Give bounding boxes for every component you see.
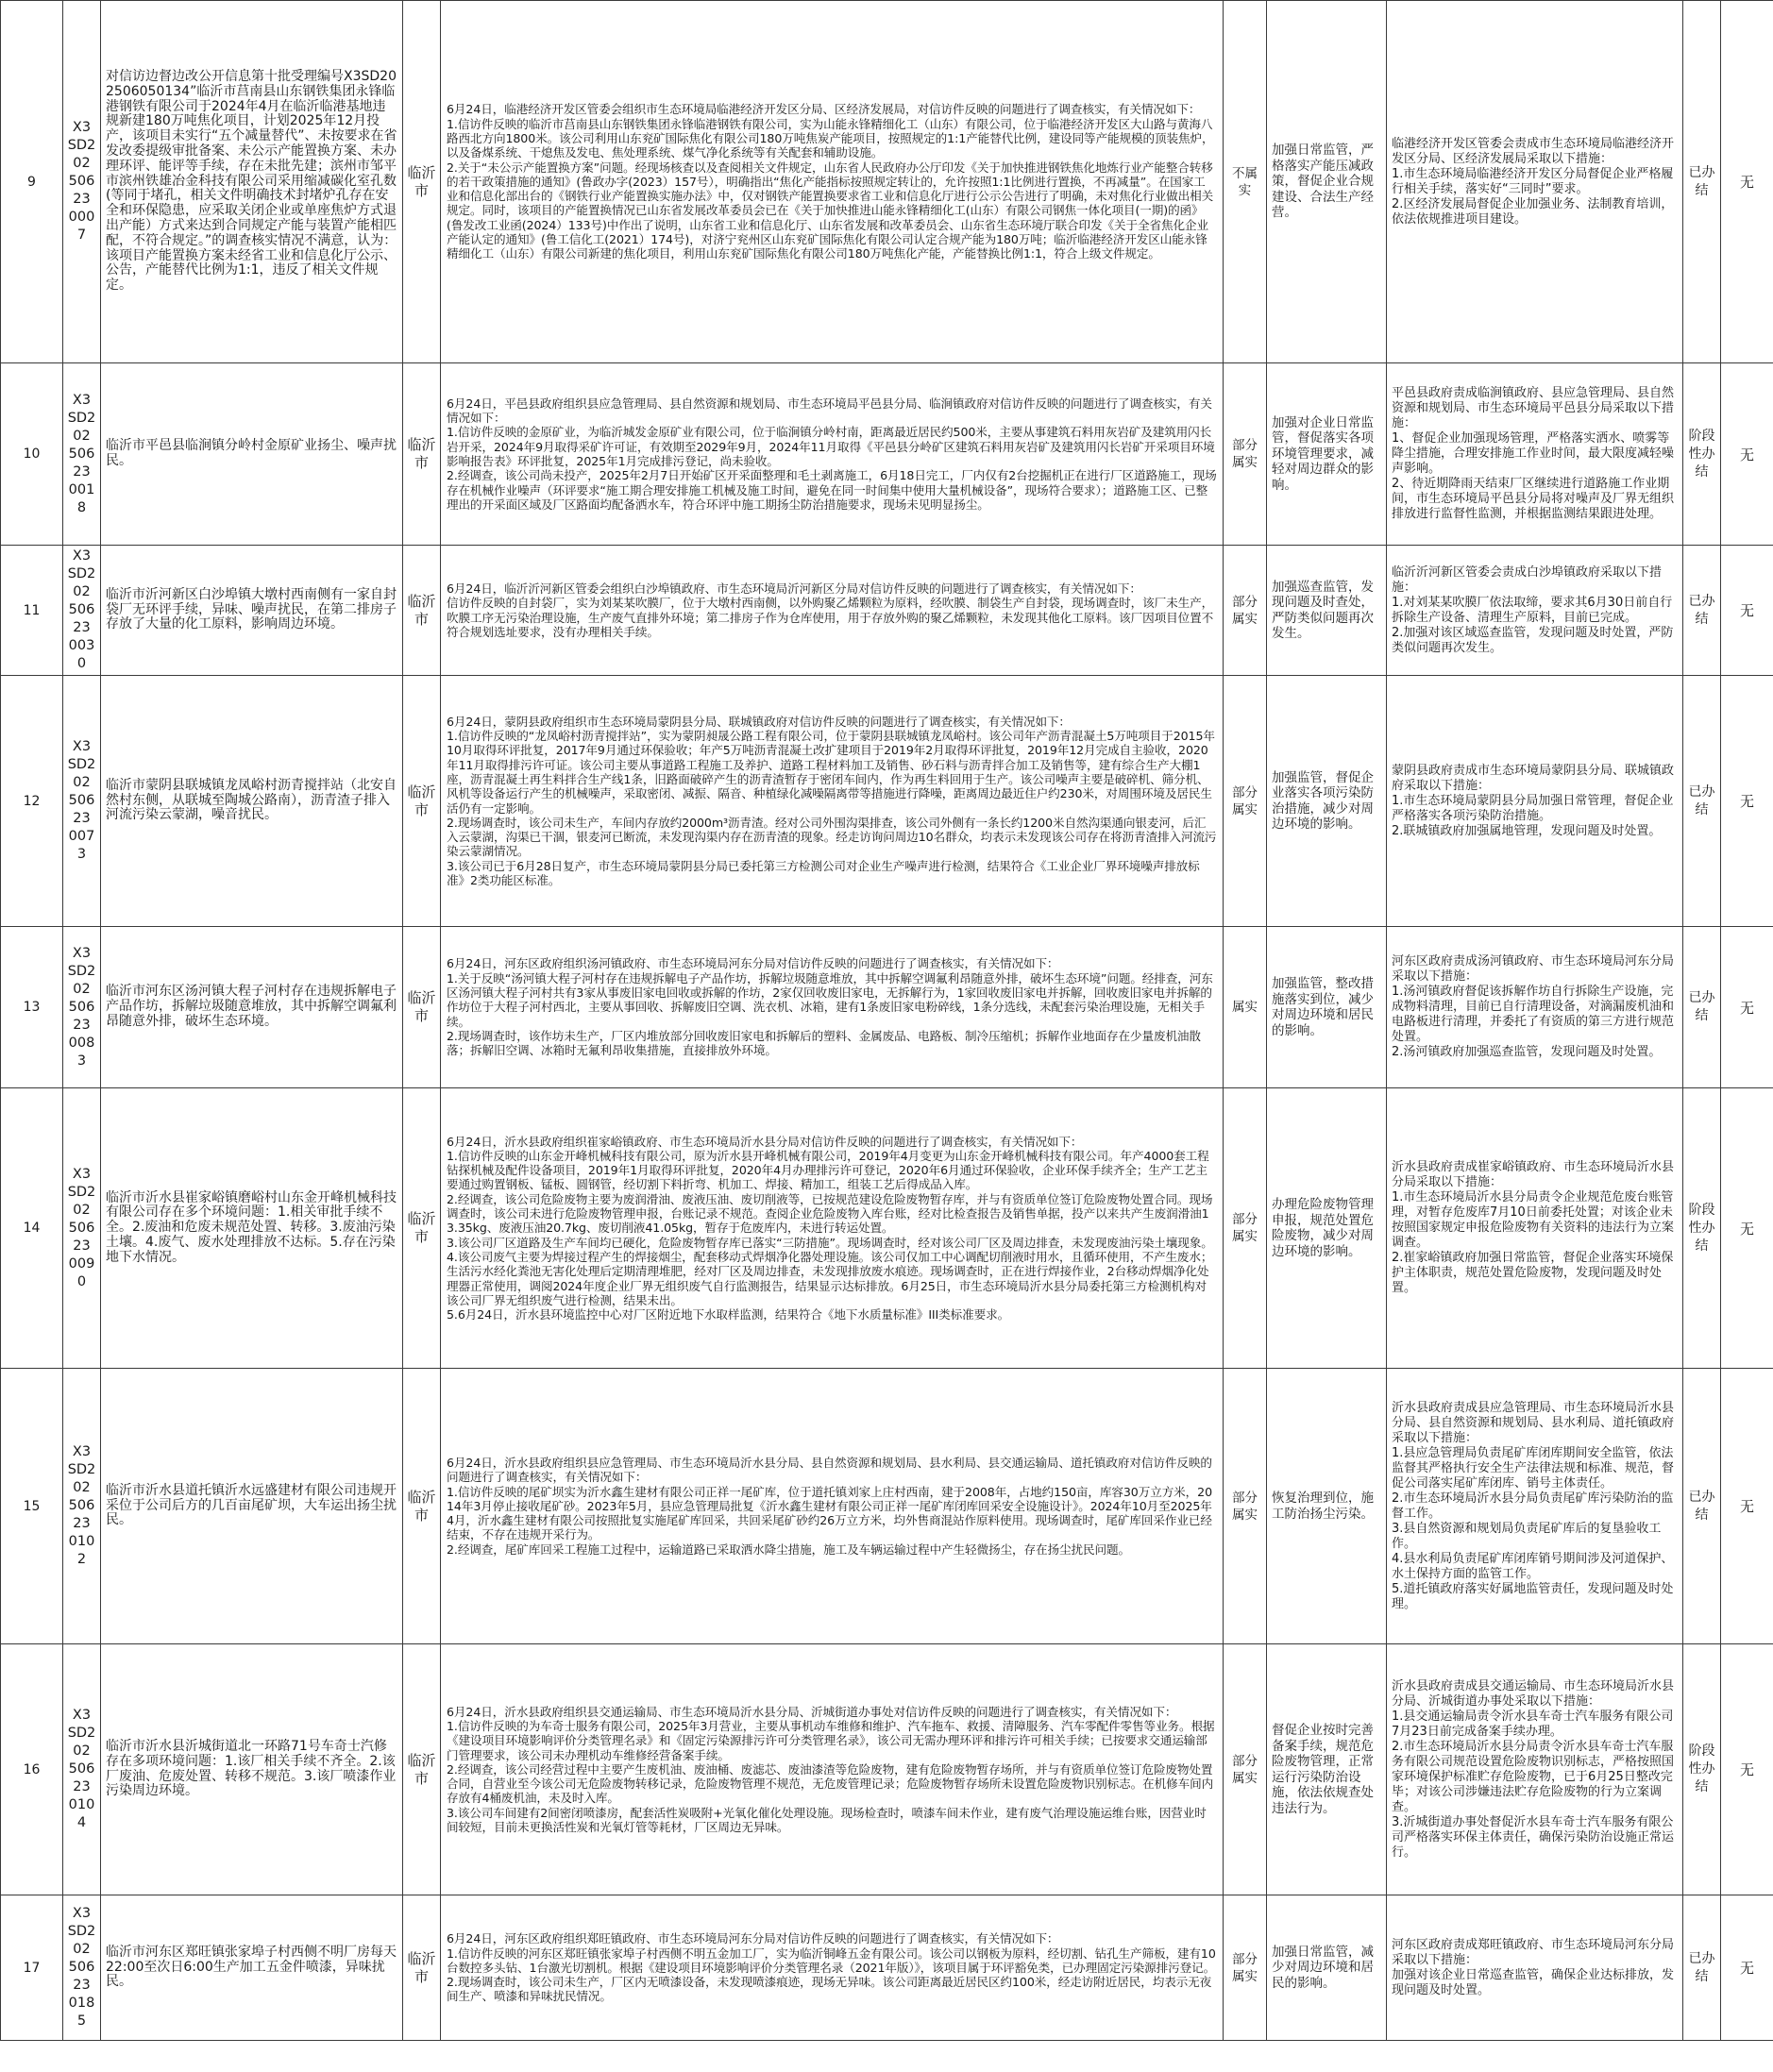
- verification-status-cell: 部分 属实: [1224, 676, 1267, 927]
- accountability-cell: 无: [1721, 363, 1773, 546]
- accountability-cell: 无: [1721, 1369, 1773, 1644]
- row-number-cell: 13: [1, 927, 63, 1088]
- row-number-cell: 15: [1, 1369, 63, 1644]
- table-row: [1, 1644, 1773, 1895]
- table-row: [1, 1895, 1773, 2041]
- rectification-goal-cell: 办理危险废物管理申报，规范处置危险废物，减少对周边环境的影响。: [1267, 1088, 1387, 1369]
- administrative-area-cell: 临沂 市: [403, 1369, 441, 1644]
- verification-status-cell: 部分 属实: [1224, 546, 1267, 676]
- investigation-result-cell: 6月24日，临沂沂河新区管委会组织白沙埠镇政府、市生态环境局沂河新区分局对信访件反映的问题进行了调查核实，有关情况如下： 信访件反映的自封袋厂，实为刘某某吹膜厂，位于大墩村西南侧，以外购聚乙烯颗粒为原料，经吹膜、制袋生产自封袋，现场调查时，该厂未生产，吹膜工序无污染治理设施，生产废气直排外环境；第二排房子作为仓库使用，用于存放外购的聚乙烯颗粒，未发现其他化工原料。该厂因项目位置不符合规划选址要求，没有办理相关手续。: [441, 546, 1224, 676]
- complaint-content-cell: 临沂市沂水县沂城街道北一环路71号车奇士汽修存在多项环境问题：1.该厂相关手续不齐全。2.该厂废油、危废处置、转移不规范。3.该厂喷漆作业污染周边环境。: [101, 1644, 403, 1895]
- accountability-cell: 无: [1721, 1895, 1773, 2041]
- administrative-area-cell: 临沂 市: [403, 1644, 441, 1895]
- completion-status-cell: 已办 结: [1683, 676, 1721, 927]
- completion-status-cell: 阶段 性办 结: [1683, 1088, 1721, 1369]
- investigation-result-cell: 6月24日，蒙阴县政府组织市生态环境局蒙阴县分局、联城镇政府对信访件反映的问题进行了调查核实，有关情况如下： 1.信访件反映的“龙凤峪村沥青搅拌站”，实为蒙阴昶晟公路工程有限公司，位于蒙阴县联城镇龙凤峪村。该公司年产沥青混凝土5万吨项目于2015年10月取得环评批复，2017年9月通过环保验收；年产5万吨沥青混凝土改扩建项目于2019年2月取得环评批复，2019年12月完成自主验收，2020年11月取得排污许可证。该公司主要从事道路工程施工及养护、道路工程材料加工及销售、砂石料与沥青拌合加工及销售等，建有综合生产大棚1座，沥青混凝土再生料拌合生产线1条，旧路面破碎产生的沥青渣暂存于密闭车间内，作为再生料回用于生产。该公司噪声主要是破碎机、筛分机、风机等设备运行产生的机械噪声，采取密闭、减振、隔音、种植绿化减噪隔离带等措施进行降噪，距离周边最近住户约230米，对周围环境及居民生活仍有一定影响。 2.现场调查时，该公司未生产，车间内存放约2000m³沥青渣。经对公司外围沟渠排查，该公司外侧有一条长约1200米自然沟渠通向银麦河，后汇入云蒙湖，沟渠已干涸，银麦河已断流，未发现沟渠内存在沥青渣的现象。经走访询问周边10名群众，均表示未发现该公司存在将沥青渣排入河流污染云蒙湖情况。 3.该公司已于6月28日复产，市生态环境局蒙阴县分局已委托第三方检测公司对企业生产噪声进行检测，结果符合《工业企业厂界环境噪声排放标准》2类功能区标准。: [441, 676, 1224, 927]
- investigation-result-cell: 6月24日，沂水县政府组织崔家峪镇政府、市生态环境局沂水县分局对信访件反映的问题进行了调查核实，有关情况如下： 1.信访件反映的山东金开峰机械科技有限公司，原为沂水县开峰机械有限公司，2019年4月变更为山东金开峰机械科技有限公司。年产4000套工程钻探机械及配件设备项目，2019年1月取得环评批复，2020年4月办理排污许可登记，2020年6月通过环保验收，企业环保手续齐全；生产工艺主要通过购置钢板、锰板、圆钢管，经切割下料折弯、机加工、焊接、精加工，组装工艺后得成品入库。 2.经调查，该公司危险废物主要为废润滑油、废液压油、废切削液等，已按规范建设危险废物暂存库，并与有资质单位签订危险废物处置合同。现场调查时，该公司未进行危险废物管理申报，台账记录不规范。查阅企业危险废物入库台账，经对比检查报告及销售单据，投产以来共产生废润滑油13.35kg、废液压油20.7kg、废切削液41.05kg，暂存于危废库内，未进行转运处置。 3.该公司厂区道路及生产车间均已硬化，危险废物暂存库已落实“三防措施”。现场调查时，经对该公司厂区及周边排查，未发现废油污染土壤现象。 4.该公司废气主要为焊接过程产生的焊接烟尘，配套移动式焊烟净化器处理设施。该公司仅加工中心调配切削液时用水，且循环使用，不产生废水；生活污水经化粪池无害化处理后定期清理堆肥，经对厂区及周边排查，未发现排放废水痕迹。现场调查时，正在进行焊接作业，2台移动焊烟净化处理器正常使用，调阅2024年度企业厂界无组织废气自行监测报告，结果显示达标排放。6月25日，市生态环境局沂水县分局委托第三方检测机构对该公司厂界无组织废气进行检测，结果未出。 5.6月24日，沂水县环境监控中心对厂区附近地下水取样监测，结果符合《地下水质量标准》III类标准要求。: [441, 1088, 1224, 1369]
- complaint-content-cell: 临沂市蒙阴县联城镇龙凤峪村沥青搅拌站（北安自然村东侧，从联城至陶城公路南），沥青渣子排入河流污染云蒙湖，噪音扰民。: [101, 676, 403, 927]
- row-number-cell: 16: [1, 1644, 63, 1895]
- administrative-area-cell: 临沂 市: [403, 1895, 441, 2041]
- accountability-cell: 无: [1721, 1088, 1773, 1369]
- investigation-result-cell: 6月24日，沂水县政府组织县交通运输局、市生态环境局沂水县分局、沂城街道办事处对信访件反映的问题进行了调查核实，有关情况如下： 1.信访件反映的为车奇士服务有限公司，2025年3月营业，主要从事机动车维修和维护、汽车拖车、救援、清障服务、汽车零配件零售等业务。根据《建设项目环境影响评价分类管理名录》和《固定污染源排污许可分类管理名录》，该公司无需办理环评和排污许可相关手续；已按要求交通运输部门管理要求，该公司未办理机动车维修经营备案手续。 2.经调查，该公司经营过程中主要产生废机油、废油桶、废滤芯、废油漆渣等危险废物，建有危险废物暂存场所，并与有资质单位签订危险废物处置合同，自营业至今该公司无危险废物转移记录，危险废物管理不规范，无危废管理记录；危险废物暂存场所未设置危险废物识别标志。在机修车间内存放有4桶废机油，未及时入库。 3.该公司车间建有2间密闭喷漆房，配套活性炭吸附+光氧化催化处理设施。现场检查时，喷漆车间未作业，建有废气治理设施运维台账，因营业时间较短，目前未更换活性炭和光氧灯管等耗材，厂区周边无异味。: [441, 1644, 1224, 1895]
- complaint-content-cell: 临沂市河东区郑旺镇张家埠子村西侧不明厂房每天22:00至次日6:00生产加工五金件喷漆，异味扰民。: [101, 1895, 403, 2041]
- investigation-result-cell: 6月24日，河东区政府组织汤河镇政府、市生态环境局河东分局对信访件反映的问题进行了调查核实，有关情况如下： 1.关于反映“汤河镇大程子河村存在违规拆解电子产品作坊，拆解垃圾随意堆放，其中拆解空调氟利昂随意外排，破坏生态环境”问题。经排查，河东区汤河镇大程子河村共有3家从事废旧家电回收或拆解的作坊，2家仅回收废旧家电，无拆解行为，1家回收废旧家电并拆解，回收废旧家电并拆解的作坊位于大程子河村西北，主要从事回收、拆解废旧空调、洗衣机、冰箱，建有1条废旧家电粉碎线，1条分选线，未配套污染治理设施，无相关手续。 2.现场调查时，该作坊未生产，厂区内堆放部分回收废旧家电和拆解后的塑料、金属废品、电路板、制冷压缩机；拆解作业地面存在少量废机油散落；拆解旧空调、冰箱时无氟利昂收集措施，直接排放外环境。: [441, 927, 1224, 1088]
- accountability-cell: 无: [1721, 1, 1773, 363]
- row-number-cell: 14: [1, 1088, 63, 1369]
- accountability-cell: 无: [1721, 676, 1773, 927]
- administrative-area-cell: 临沂 市: [403, 1, 441, 363]
- complaint-content-cell: 临沂市沂水县崔家峪镇磨峪村山东金开峰机械科技有限公司存在多个环境问题：1.相关审批手续不全。2.废油和危废未规范处置、转移。3.废油污染土壤。4.废气、废水处理排放不达标。5.存在污染地下水情况。: [101, 1088, 403, 1369]
- complaint-content-cell: 临沂市平邑县临涧镇分岭村金原矿业扬尘、噪声扰民。: [101, 363, 403, 546]
- rectification-goal-cell: 加强监管，整改措施落实到位，减少对周边环境和居民的影响。: [1267, 927, 1387, 1088]
- row-number-cell: 12: [1, 676, 63, 927]
- handling-measures-cell: 蒙阴县政府责成市生态环境局蒙阴县分局、联城镇政府采取以下措施： 1.市生态环境局蒙阴县分局加强日常管理，督促企业严格落实各项污染防治措施。 2.联城镇政府加强属地管理，发现问题及时处置。: [1387, 676, 1683, 927]
- table-row: [1, 676, 1773, 927]
- administrative-area-cell: 临沂 市: [403, 363, 441, 546]
- complaint-content-cell: 临沂市沂河新区白沙埠镇大墩村西南侧有一家自封袋厂无环评手续，异味、噪声扰民，在第二排房子存放了大量的化工原料，影响周边环境。: [101, 546, 403, 676]
- rectification-goal-cell: 加强巡查监管，发现问题及时查处，严防类似问题再次发生。: [1267, 546, 1387, 676]
- case-code-cell: X3 SD202 50623 0007: [63, 1, 101, 363]
- case-code-cell: X3 SD202 50623 0030: [63, 546, 101, 676]
- table-row: [1, 1088, 1773, 1369]
- handling-measures-cell: 河东区政府责成汤河镇政府、市生态环境局河东分局采取以下措施： 1.汤河镇政府督促该拆解作坊自行拆除生产设施，完成物料清理，目前已自行清理设备，对滴漏废机油和电路板进行清理，并委托了有资质的第三方进行规范处置。 2.汤河镇政府加强巡查监管，发现问题及时处置。: [1387, 927, 1683, 1088]
- complaint-content-cell: 对信访边督边改公开信息第十批受理编号X3SD202506050134”临沂市莒南县山东钢铁集团永锋临港钢铁有限公司于2024年4月在临沂临港基地违规新建180万吨焦化项目，计划2025年12月投产，该项目未实行“五个减量替代”、未按要求在省发改委提级审批备案、未公示产能置换方案、未办理环评、能评等手续，存在未批先建；滨州市邹平市滨州铁雄冶金科技有限公司采用缩减碳化室孔数(等同于堵孔，相关文件明确技术封堵炉孔存在安全和环保隐患，应采取关闭企业或单座焦炉方式退出产能）方式来达到合同规定产能与装置产能相匹配，不符合规定。”的调查核实情况不满意，认为：该项目产能置换方案未经省工业和信息化厅公示、公告，产能替代比例为1:1，违反了相关文件规定。: [101, 1, 403, 363]
- table-row: [1, 363, 1773, 546]
- case-code-cell: X3 SD202 50623 0185: [63, 1895, 101, 2041]
- accountability-cell: 无: [1721, 927, 1773, 1088]
- table-row: [1, 927, 1773, 1088]
- rectification-goal-cell: 恢复治理到位，施工防治扬尘污染。: [1267, 1369, 1387, 1644]
- complaint-content-cell: 临沂市河东区汤河镇大程子河村存在违规拆解电子产品作坊，拆解垃圾随意堆放，其中拆解空调氟利昂随意外排，破坏生态环境。: [101, 927, 403, 1088]
- completion-status-cell: 已办 结: [1683, 1, 1721, 363]
- investigation-result-cell: 6月24日，河东区政府组织郑旺镇政府、市生态环境局河东分局对信访件反映的问题进行了调查核实，有关情况如下： 1.信访件反映的河东区郑旺镇张家埠子村西侧不明五金加工厂，实为临沂铜峰五金有限公司。该公司以钢板为原料，经切割、钻孔生产筛板，建有10台数控多头钻、1台激光切割机。根据《建设项目环境影响评价分类管理名录（2021年版）》，该项目属于环评豁免类，已办理固定污染源排污登记。 2.现场调查时，该公司未生产，厂区内无喷漆设备，未发现喷漆痕迹，现场无异味。该公司距离最近居民区约100米，经走访附近居民，均表示无夜间生产、喷漆和异味扰民情况。: [441, 1895, 1224, 2041]
- verification-status-cell: 属实: [1224, 927, 1267, 1088]
- case-code-cell: X3 SD202 50623 0102: [63, 1369, 101, 1644]
- completion-status-cell: 已办 结: [1683, 1895, 1721, 2041]
- investigation-result-cell: 6月24日，临港经济开发区管委会组织市生态环境局临港经济开发区分局、区经济发展局，对信访件反映的问题进行了调查核实，有关情况如下： 1.信访件反映的临沂市莒南县山东钢铁集团永锋临港钢铁有限公司，实为山能永锋精细化工（山东）有限公司，位于临港经济开发区大山路与黄海八路西北方向1800米。该公司利用山东兖矿国际焦化有限公司180万吨焦炭产能项目，按照规定的1:1产能替代比例，建设同等产能规模的顶装焦炉，以及备煤系统、干熄焦及发电、焦处理系统、煤气净化系统等有关配套和辅助设施。 2.关于“未公示产能置换方案”问题。经现场核查以及查阅相关文件规定，山东省人民政府办公厅印发《关于加快推进钢铁焦化地炼行业产能整合转移的若干政策措施的通知》(鲁政办字(2023）157号），明确指出“焦化产能指标按照规定转让的，允许按照1:1比例进行置换，不再减量”。在国家工业和信息化部出台的《钢铁行业产能置换实施办法》中，仅对钢铁产能置换要求省工业和信息化厅进行公示公告进行了明确，未对焦化行业做出相关规定。同时，该项目的产能置换情况已山东省发展改革委员会已在《关于加快推进山能永锋精细化工(山东）有限公司钢焦一体化项目(一期)的函》(鲁发改工业函(2024）133号)中作出了说明，山东省工业和信息化厅、山东省发展和改革委员会、山东省生态环境厅联合印发《关于全省焦化企业产能认定的通知》(鲁工信化工(2021）174号)，对济宁兖州区山东兖矿国际焦化有限公司认定合规产能为180万吨；临沂临港经济开发区山能永锋精细化工（山东）有限公司新建的焦化项目，利用山东兖矿国际焦化有限公司180万吨焦化产能，产能替换比例1:1，符合上级文件规定。: [441, 1, 1224, 363]
- case-code-cell: X3 SD202 50623 0083: [63, 927, 101, 1088]
- rectification-goal-cell: 加强日常监管，减少对周边环境和居民的影响。: [1267, 1895, 1387, 2041]
- administrative-area-cell: 临沂 市: [403, 546, 441, 676]
- verification-status-cell: 部分 属实: [1224, 1088, 1267, 1369]
- investigation-result-cell: 6月24日，平邑县政府组织县应急管理局、县自然资源和规划局、市生态环境局平邑县分局、临涧镇政府对信访件反映的问题进行了调查核实，有关情况如下： 1.信访件反映的金原矿业，为临沂城发金原矿业有限公司，位于临涧镇分岭村南，距离最近居民约500米，主要从事建筑石料用灰岩矿及建筑用闪长岩开采，2024年9月取得采矿许可证，有效期至2029年9月，2024年11月取得《平邑县分岭矿区建筑石料用灰岩矿及建筑用闪长岩矿开采项目环境影响报告表》环评批复，2025年1月完成排污登记，尚未验收。 2.经调查，该公司尚未投产，2025年2月7日开始矿区开采面整理和毛土剥离施工，6月18日完工，厂内仅有2台挖掘机正在进行厂区道路施工，现场存在机械作业噪声（环评要求“施工期合理安排施工机械及施工时间，避免在同一时间集中使用大量机械设备”，现场符合要求）；道路施工区、已整理出的开采面区域及厂区路面均配备洒水车，符合环评中施工期扬尘防治措施要求，现场未见明显扬尘。: [441, 363, 1224, 546]
- case-code-cell: X3 SD202 50623 0104: [63, 1644, 101, 1895]
- case-code-cell: X3 SD202 50623 0090: [63, 1088, 101, 1369]
- row-number-cell: 10: [1, 363, 63, 546]
- rectification-goal-cell: 加强对企业日常监管，督促落实各项环境管理要求，减轻对周边群众的影响。: [1267, 363, 1387, 546]
- row-number-cell: 11: [1, 546, 63, 676]
- table-row: [1, 546, 1773, 676]
- handling-measures-cell: 临港经济开发区管委会责成市生态环境局临港经济开发区分局、区经济发展局采取以下措施： 1.市生态环境局临港经济开发区分局督促企业严格履行相关手续，落实好“三同时”要求。 2.区经济发展局督促企业加强业务、法制教育培训，依法依规推进项目建设。: [1387, 1, 1683, 363]
- handling-measures-cell: 沂水县政府责成崔家峪镇政府、市生态环境局沂水县分局采取以下措施： 1.市生态环境局沂水县分局责令企业规范危废台账管理，对暂存危废库7月10日前委托处置；对该企业未按照国家规定申报危险废物有关资料的违法行为立案调查。 2.崔家峪镇政府加强日常监管，督促企业落实环境保护主体职责，规范处置危险废物，发现问题及时处置。: [1387, 1088, 1683, 1369]
- completion-status-cell: 已办 结: [1683, 1369, 1721, 1644]
- completion-status-cell: 阶段 性办 结: [1683, 363, 1721, 546]
- handling-measures-cell: 平邑县政府责成临涧镇政府、县应急管理局、县自然资源和规划局、市生态环境局平邑县分局采取以下措施： 1、督促企业加强现场管理，严格落实洒水、喷雾等降尘措施，合理安排施工作业时间，最大限度减轻噪声影响。 2、待近期降雨天结束厂区继续进行道路施工作业期间，市生态环境局平邑县分局将对噪声及厂界无组织排放进行监督性监测，并根据监测结果跟进处理。: [1387, 363, 1683, 546]
- accountability-cell: 无: [1721, 546, 1773, 676]
- table-row: [1, 1369, 1773, 1644]
- case-code-cell: X3 SD202 50623 0018: [63, 363, 101, 546]
- administrative-area-cell: 临沂 市: [403, 1088, 441, 1369]
- administrative-area-cell: 临沂 市: [403, 927, 441, 1088]
- handling-measures-cell: 沂水县政府责成县应急管理局、市生态环境局沂水县分局、县自然资源和规划局、县水利局、道托镇政府采取以下措施： 1.县应急管理局负责尾矿库闭库期间安全监管，依法监督其严格执行安全生产法律法规和标准、规范，督促公司落实尾矿库闭库、销号主体责任。 2.市生态环境局沂水县分局负责尾矿库污染防治的监督工作。 3.县自然资源和规划局负责尾矿库后的复垦验收工作。 4.县水利局负责尾矿库闭库销号期间涉及河道保护、水土保持方面的监管工作。 5.道托镇政府落实好属地监管责任，发现问题及时处理。: [1387, 1369, 1683, 1644]
- verification-status-cell: 不属 实: [1224, 1, 1267, 363]
- rectification-goal-cell: 加强监管，督促企业落实各项污染防治措施，减少对周边环境的影响。: [1267, 676, 1387, 927]
- investigation-result-cell: 6月24日，沂水县政府组织县应急管理局、市生态环境局沂水县分局、县自然资源和规划局、县水利局、县交通运输局、道托镇政府对信访件反映的问题进行了调查核实，有关情况如下： 1.信访件反映的尾矿坝实为沂水鑫生建材有限公司正祥一尾矿库，位于道托镇刘家上庄村西南，建于2008年，占地约150亩，库容30万立方米，2014年3月停止接收尾矿砂。2023年5月，县应急管理局批复《沂水鑫生建材有限公司正祥一尾矿库闭库回采安全设施设计》。2024年10月至2025年4月，沂水鑫生建材有限公司按照批复实施尾矿库回采，共回采尾矿砂约26万立方米，均外售商混站作原料使用。现场调查时，尾矿库回采作业已经结束，不存在违规开采行为。 2.经调查，尾矿库回采工程施工过程中，运输道路已采取洒水降尘措施，施工及车辆运输过程中产生轻微扬尘，存在扬尘扰民问题。: [441, 1369, 1224, 1644]
- verification-status-cell: 部分 属实: [1224, 1644, 1267, 1895]
- rectification-goal-cell: 加强日常监管，严格落实产能压减政策，督促企业合规建设、合法生产经营。: [1267, 1, 1387, 363]
- row-number-cell: 9: [1, 1, 63, 363]
- table-row: [1, 1, 1773, 363]
- rectification-goal-cell: 督促企业按时完善备案手续，规范危险废物管理，正常运行污染防治设施，依法依规查处违法行为。: [1267, 1644, 1387, 1895]
- verification-status-cell: 部分 属实: [1224, 1369, 1267, 1644]
- handling-measures-cell: 临沂沂河新区管委会责成白沙埠镇政府采取以下措施： 1.对刘某某吹膜厂依法取缔，要求其6月30日前自行拆除生产设备、清理生产原料，目前已完成。 2.加强对该区域巡查监管，发现问题及时处置，严防类似问题再次发生。: [1387, 546, 1683, 676]
- completion-status-cell: 已办 结: [1683, 546, 1721, 676]
- verification-status-cell: 部分 属实: [1224, 1895, 1267, 2041]
- completion-status-cell: 已办 结: [1683, 927, 1721, 1088]
- completion-status-cell: 阶段 性办 结: [1683, 1644, 1721, 1895]
- verification-status-cell: 部分 属实: [1224, 363, 1267, 546]
- administrative-area-cell: 临沂 市: [403, 676, 441, 927]
- handling-measures-cell: 沂水县政府责成县交通运输局、市生态环境局沂水县分局、沂城街道办事处采取以下措施： 1.县交通运输局责令沂水县车奇士汽车服务有限公司7月23日前完成备案手续办理。 2.市生态环境局沂水县分局责令沂水县车奇士汽车服务有限公司规范设置危险废物识别标志，严格按照国家环境保护标准贮存危险废物，已于6月25日整改完毕；对该公司涉嫌违法贮存危险废物的行为立案调查。 3.沂城街道办事处督促沂水县车奇士汽车服务有限公司严格落实环保主体责任，确保污染防治设施正常运行。: [1387, 1644, 1683, 1895]
- handling-measures-cell: 河东区政府责成郑旺镇政府、市生态环境局河东分局采取以下措施： 加强对该企业日常巡查监管，确保企业达标排放，发现问题及时处置。: [1387, 1895, 1683, 2041]
- complaint-content-cell: 临沂市沂水县道托镇沂水远盛建材有限公司违规开采位于公司后方的几百亩尾矿坝，大车运出扬尘扰民。: [101, 1369, 403, 1644]
- row-number-cell: 17: [1, 1895, 63, 2041]
- case-code-cell: X3 SD202 50623 0073: [63, 676, 101, 927]
- accountability-cell: 无: [1721, 1644, 1773, 1895]
